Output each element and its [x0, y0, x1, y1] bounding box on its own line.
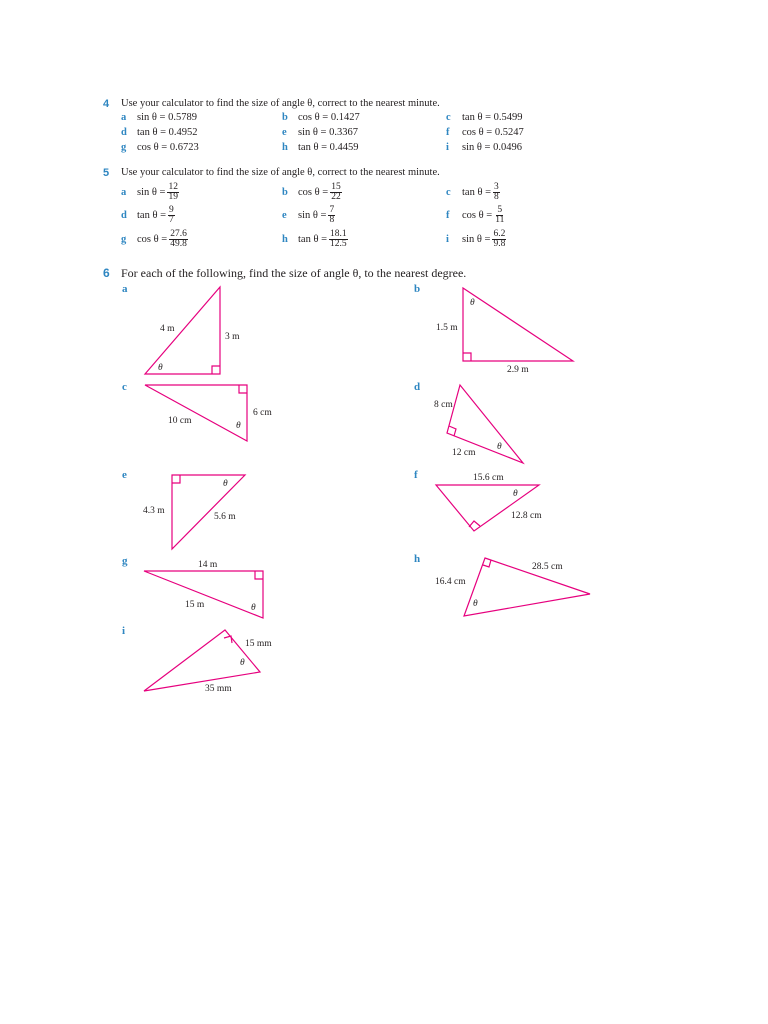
q4-item-i: i sin θ = 0.0496	[446, 142, 522, 153]
triangle-a-theta: θ	[158, 363, 163, 373]
triangle-f-side-2: 12.8 cm	[511, 511, 542, 521]
triangle-c-side-1: 6 cm	[253, 408, 272, 418]
q5-item-e: e sin θ = $\frac{7}{8}$	[282, 205, 335, 225]
question-4-number: 4	[103, 98, 110, 110]
fraction: $\frac{15}{22}$	[331, 182, 341, 202]
triangle-a	[145, 287, 220, 374]
right-angle-marker-g	[255, 571, 263, 579]
triangle-b-theta: θ	[470, 298, 475, 308]
triangle-h-label: h	[414, 553, 421, 565]
triangle-i-side-2: 35 mm	[205, 684, 232, 694]
triangle-h	[464, 558, 590, 616]
triangle-g	[144, 571, 263, 618]
triangle-h-theta: θ	[473, 599, 478, 609]
triangle-g-theta: θ	[251, 603, 256, 613]
triangle-i-theta: θ	[240, 658, 245, 668]
triangle-h-side-2: 16.4 cm	[435, 577, 466, 587]
question-6-number: 6	[103, 266, 110, 280]
question-5-text: Use your calculator to find the size of angle θ, correct to the nearest minute.	[121, 167, 440, 178]
q5-item-i: i sin θ = $\frac{6.2}{9.8}$	[446, 229, 506, 249]
triangle-d-side-2: 12 cm	[452, 448, 476, 458]
triangle-c-label: c	[122, 381, 127, 393]
triangle-c-side-2: 10 cm	[168, 416, 192, 426]
triangle-e-label: e	[122, 469, 127, 481]
fraction: $\frac{9}{7}$	[169, 205, 174, 225]
q5-item-c: c tan θ = $\frac{3}{8}$	[446, 182, 499, 202]
fraction: $\frac{5}{11}$	[495, 205, 505, 225]
triangle-a-label: a	[122, 283, 128, 295]
triangle-g-side-2: 15 m	[185, 600, 205, 610]
q4-item-f: f cos θ = 0.5247	[446, 127, 524, 138]
question-4-text: Use your calculator to find the size of angle θ, correct to the nearest minute.	[121, 98, 440, 109]
triangle-e-side-1: 4.3 m	[143, 506, 165, 516]
q4-item-a: a sin θ = 0.5789	[121, 112, 197, 123]
triangle-a-side-2: 3 m	[225, 332, 240, 342]
right-angle-marker-a	[212, 366, 220, 374]
triangle-b-label: b	[414, 283, 421, 295]
triangle-f-theta: θ	[513, 489, 518, 499]
q5-item-f: f cos θ = $\frac{5}{11}$	[446, 205, 505, 225]
right-angle-marker-e	[172, 475, 180, 483]
question-6-text: For each of the following, find the size of angle θ, to the nearest degree.	[121, 266, 467, 280]
q4-item-b: b cos θ = 0.1427	[282, 112, 360, 123]
triangle-a-side-1: 4 m	[160, 324, 175, 334]
triangle-d-theta: θ	[497, 442, 502, 452]
fraction: $\frac{3}{8}$	[494, 182, 499, 202]
triangle-b-side-2: 2.9 m	[507, 365, 529, 375]
q5-item-a: a sin θ = $\frac{12}{19}$	[121, 182, 178, 202]
fraction: $\frac{6.2}{9.8}$	[493, 229, 506, 249]
question-5-number: 5	[103, 167, 110, 179]
triangle-e-side-2: 5.6 m	[214, 512, 236, 522]
q5-item-d: d tan θ = $\frac{9}{7}$	[121, 205, 174, 225]
triangle-d-side-1: 8 cm	[434, 400, 453, 410]
triangle-b	[463, 288, 573, 361]
q5-item-b: b cos θ = $\frac{15}{22}$	[282, 182, 341, 202]
fraction: $\frac{7}{8}$	[329, 205, 335, 225]
triangle-g-side-1: 14 m	[198, 560, 218, 570]
triangle-i-side-1: 15 mm	[245, 639, 272, 649]
q4-item-e: e sin θ = 0.3367	[282, 127, 358, 138]
triangle-b-side-1: 1.5 m	[436, 323, 458, 333]
q4-item-c: c tan θ = 0.5499	[446, 112, 523, 123]
triangle-f-side-1: 15.6 cm	[473, 473, 504, 483]
fraction: $\frac{12}{19}$	[168, 182, 178, 202]
q5-item-g: g cos θ = $\frac{27.6}{49.8}$	[121, 229, 187, 249]
triangle-f-label: f	[414, 469, 418, 481]
right-angle-marker-c	[239, 385, 247, 393]
q4-item-g: g cos θ = 0.6723	[121, 142, 199, 153]
triangle-d-label: d	[414, 381, 421, 393]
triangle-g-label: g	[122, 555, 128, 567]
fraction: $\frac{27.6}{49.8}$	[170, 229, 187, 249]
triangle-f	[436, 485, 539, 531]
triangle-c-theta: θ	[236, 421, 241, 431]
q5-item-h: h tan θ = $\frac{18.1}{12.5}$	[282, 229, 347, 249]
triangle-h-side-1: 28.5 cm	[532, 562, 563, 572]
fraction: $\frac{18.1}{12.5}$	[330, 229, 347, 249]
q4-item-d: d tan θ = 0.4952	[121, 127, 198, 138]
triangle-i-label: i	[122, 625, 126, 637]
right-angle-marker-b	[463, 353, 471, 361]
triangle-c	[145, 385, 247, 441]
triangle-e-theta: θ	[223, 479, 228, 489]
right-angle-marker-i	[224, 636, 232, 643]
q4-item-h: h tan θ = 0.4459	[282, 142, 359, 153]
